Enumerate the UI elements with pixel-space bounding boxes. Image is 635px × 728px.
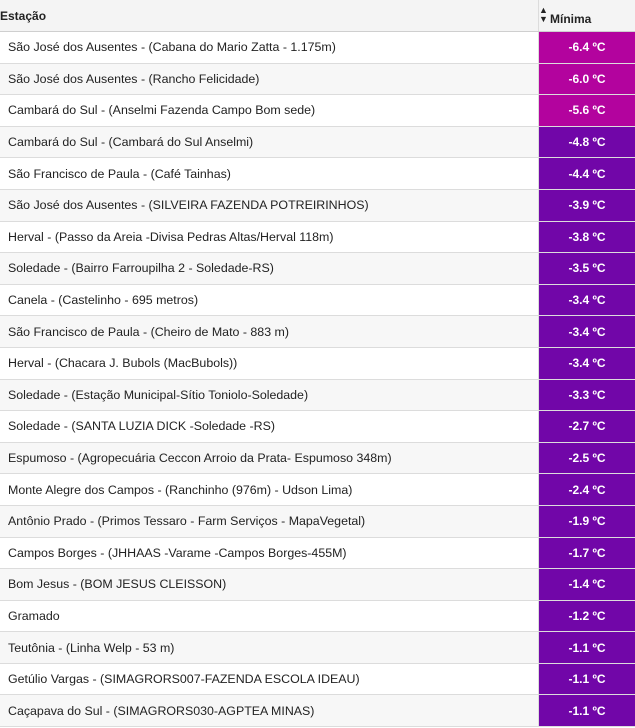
table-row <box>0 442 635 474</box>
minimum-temperature: -1.2 ºC <box>539 600 635 632</box>
station-name: Soledade - (Estação Municipal-Sítio Toniolo-Soledade) <box>0 379 539 411</box>
table-row <box>0 32 635 64</box>
table-row <box>0 158 635 190</box>
sort-icon[interactable]: ▲ ▼ <box>539 4 548 24</box>
minimum-temperature: -2.7 ºC <box>539 411 635 443</box>
station-name: Monte Alegre dos Campos - (Ranchinho (976m) - Udson Lima) <box>0 474 539 506</box>
table-row <box>0 632 635 664</box>
table-body <box>0 32 635 727</box>
minimum-temperature: -3.3 ºC <box>539 379 635 411</box>
minimum-temperature: -2.5 ºC <box>539 442 635 474</box>
minimum-temperature: -4.8 ºC <box>539 126 635 158</box>
station-name: Soledade - (SANTA LUZIA DICK -Soledade -RS) <box>0 411 539 443</box>
station-name: São Francisco de Paula - (Café Tainhas) <box>0 158 539 190</box>
table-row <box>0 474 635 506</box>
minimum-temperature: -3.4 ºC <box>539 347 635 379</box>
table-row <box>0 569 635 601</box>
table-row <box>0 663 635 695</box>
station-name: São José dos Ausentes - (Rancho Felicidade) <box>0 63 539 95</box>
station-name: Herval - (Passo da Areia -Divisa Pedras Altas/Herval 118m) <box>0 221 539 253</box>
table-row <box>0 284 635 316</box>
station-name: Cambará do Sul - (Cambará do Sul Anselmi) <box>0 126 539 158</box>
column-header-station[interactable] <box>0 0 539 32</box>
minimum-temperature: -3.4 ºC <box>539 284 635 316</box>
column-header-station-label: Estação <box>0 8 47 23</box>
column-header-minimum-label: Mínima <box>550 11 592 26</box>
minimum-temperature: -3.4 ºC <box>539 316 635 348</box>
table-row <box>0 600 635 632</box>
minimum-temperature: -4.4 ºC <box>539 158 635 190</box>
station-name: Campos Borges - (JHHAAS -Varame -Campos Borges-455M) <box>0 537 539 569</box>
minimum-temperature: -3.8 ºC <box>539 221 635 253</box>
table-row <box>0 253 635 285</box>
minimum-temperature: -1.1 ºC <box>539 663 635 695</box>
station-name: São José dos Ausentes - (SILVEIRA FAZENDA POTREIRINHOS) <box>0 189 539 221</box>
minimum-temperature: -2.4 ºC <box>539 474 635 506</box>
table-row <box>0 379 635 411</box>
table-row <box>0 411 635 443</box>
table-row <box>0 347 635 379</box>
table-row <box>0 126 635 158</box>
minimum-temperature: -5.6 ºC <box>539 95 635 127</box>
station-name: Getúlio Vargas - (SIMAGRORS007-FAZENDA ESCOLA IDEAU) <box>0 663 539 695</box>
minimum-temperature: -3.5 ºC <box>539 253 635 285</box>
minimum-temperature: -1.1 ºC <box>539 695 635 727</box>
station-name: Bom Jesus - (BOM JESUS CLEISSON) <box>0 569 539 601</box>
station-name: São Francisco de Paula - (Cheiro de Mato - 883 m) <box>0 316 539 348</box>
station-name: Gramado <box>0 600 539 632</box>
station-name: Caçapava do Sul - (SIMAGRORS030-AGPTEA MINAS) <box>0 695 539 727</box>
station-name: Antônio Prado - (Primos Tessaro - Farm Serviços - MapaVegetal) <box>0 505 539 537</box>
minimum-temperature: -3.9 ºC <box>539 189 635 221</box>
station-name: Canela - (Castelinho - 695 metros) <box>0 284 539 316</box>
table-row <box>0 189 635 221</box>
station-name: São José dos Ausentes - (Cabana do Mario Zatta - 1.175m) <box>0 32 539 64</box>
minimum-temperature: -1.4 ºC <box>539 569 635 601</box>
minimum-temperature: -6.4 ºC <box>539 32 635 64</box>
station-name: Teutônia - (Linha Welp - 53 m) <box>0 632 539 664</box>
table-row <box>0 537 635 569</box>
table-row <box>0 695 635 727</box>
table-row <box>0 63 635 95</box>
table-row <box>0 95 635 127</box>
minimum-temperature: -6.0 ºC <box>539 63 635 95</box>
station-name: Espumoso - (Agropecuária Ceccon Arroio da Prata- Espumoso 348m) <box>0 442 539 474</box>
station-name: Herval - (Chacara J. Bubols (MacBubols)) <box>0 347 539 379</box>
table-row <box>0 316 635 348</box>
table-header-row <box>0 0 635 32</box>
minimum-temperature: -1.9 ºC <box>539 505 635 537</box>
column-header-minimum[interactable] <box>539 0 635 32</box>
table-row <box>0 221 635 253</box>
minimum-temperature: -1.7 ºC <box>539 537 635 569</box>
minimum-temperature: -1.1 ºC <box>539 632 635 664</box>
station-name: Cambará do Sul - (Anselmi Fazenda Campo Bom sede) <box>0 95 539 127</box>
table-row <box>0 505 635 537</box>
station-name: Soledade - (Bairro Farroupilha 2 - Soledade-RS) <box>0 253 539 285</box>
